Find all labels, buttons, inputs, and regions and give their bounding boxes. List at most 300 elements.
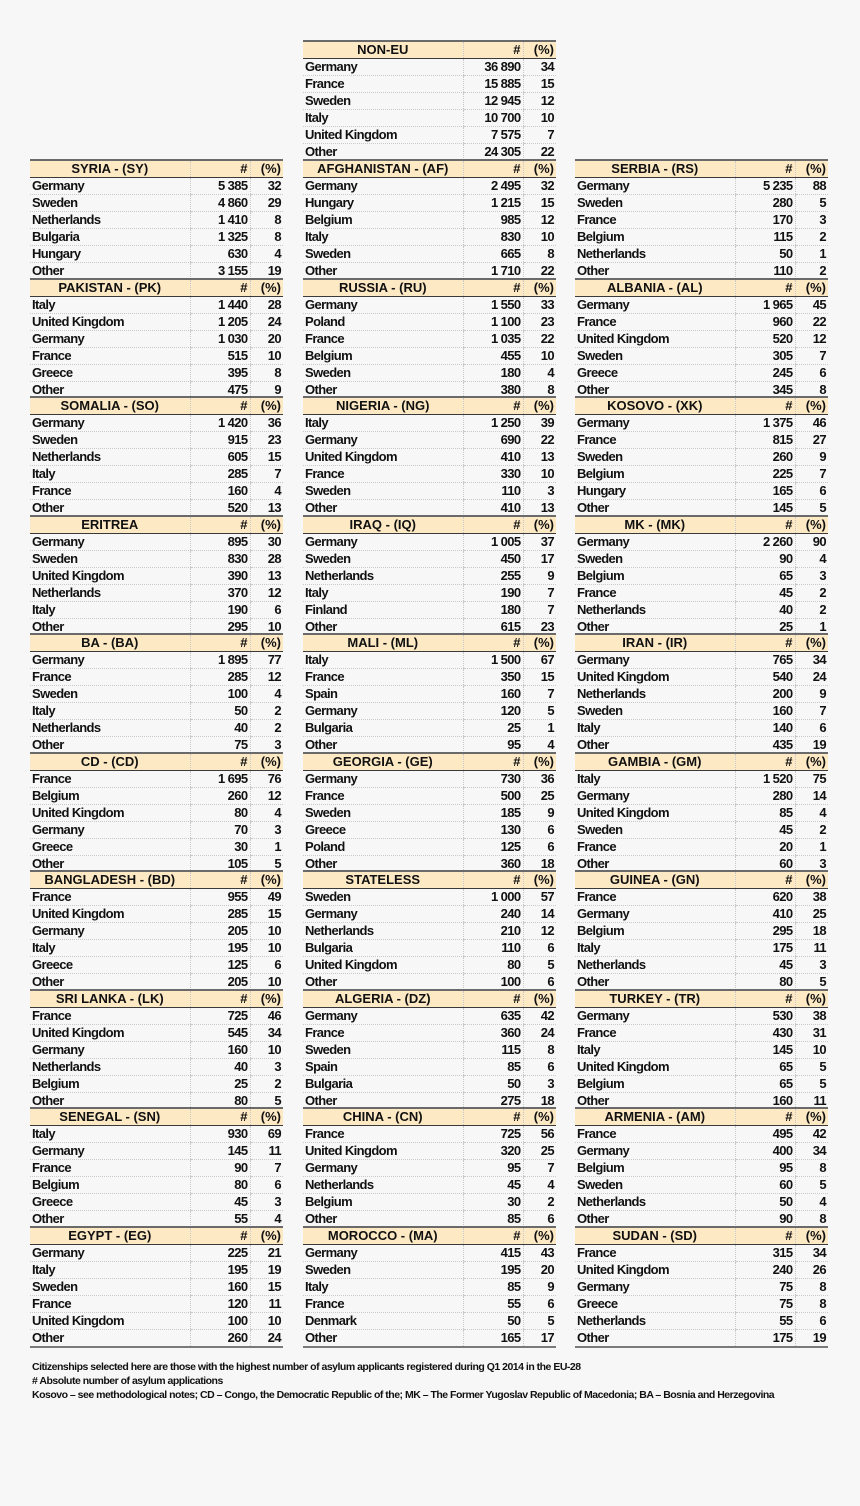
table-row (303, 483, 556, 500)
table-row (303, 923, 556, 940)
applicant-percent: 10 (523, 466, 556, 483)
applicant-count: 1 100 (463, 314, 523, 331)
applicant-count: 65 (735, 568, 795, 585)
applicant-percent: 10 (523, 348, 556, 365)
applicant-percent: 19 (250, 1262, 283, 1279)
applicant-percent: 6 (250, 957, 283, 974)
destination-country: Belgium (30, 788, 190, 805)
applicant-count: 2 260 (735, 534, 795, 551)
table-row (30, 1296, 283, 1313)
destination-country: Other (30, 500, 190, 518)
applicant-count: 1 440 (190, 297, 250, 314)
applicant-count: 120 (463, 703, 523, 720)
applicant-count: 540 (735, 669, 795, 686)
applicant-count: 145 (190, 1143, 250, 1160)
applicant-count: 90 (190, 1160, 250, 1177)
destination-country: Other (303, 500, 463, 518)
applicant-percent: 13 (250, 500, 283, 518)
destination-country: Spain (303, 1059, 463, 1076)
table-sri-lanka (30, 989, 283, 1111)
applicant-count: 725 (190, 1008, 250, 1025)
applicant-count: 1 410 (190, 212, 250, 229)
table-row (575, 822, 828, 839)
percent-header: (%) (795, 990, 828, 1008)
applicant-count: 50 (463, 1313, 523, 1330)
destination-country: Bulgaria (303, 720, 463, 737)
citizenship-title: SOMALIA - (SO) (30, 397, 190, 415)
table-row (303, 551, 556, 568)
applicant-percent: 8 (795, 1160, 828, 1177)
applicant-count: 360 (463, 856, 523, 874)
destination-country: Germany (30, 415, 190, 432)
table-header (30, 990, 283, 1008)
count-header: # (735, 516, 795, 534)
applicant-percent: 34 (795, 1143, 828, 1160)
applicant-percent: 9 (523, 1279, 556, 1296)
table-header (303, 990, 556, 1008)
applicant-count: 275 (463, 1093, 523, 1111)
table-sudan (575, 1226, 828, 1348)
citizenship-title: EGYPT - (EG) (30, 1227, 190, 1245)
table-turkey (575, 989, 828, 1111)
applicant-percent: 3 (795, 856, 828, 874)
table-row (575, 1313, 828, 1330)
table-row (30, 788, 283, 805)
table-header (575, 753, 828, 771)
applicant-count: 65 (735, 1076, 795, 1093)
applicant-percent: 15 (250, 1279, 283, 1296)
destination-country: Belgium (575, 568, 735, 585)
destination-country: Other (30, 974, 190, 992)
destination-country: Netherlands (303, 568, 463, 585)
table-row (575, 602, 828, 619)
destination-country: Bulgaria (30, 229, 190, 246)
table-serbia (575, 159, 828, 281)
count-header: # (463, 753, 523, 771)
applicant-count: 2 495 (463, 178, 523, 195)
applicant-percent: 6 (523, 1059, 556, 1076)
applicant-percent: 25 (523, 788, 556, 805)
destination-country: France (30, 889, 190, 906)
count-header: # (463, 397, 523, 415)
table-header (575, 279, 828, 297)
applicant-percent: 3 (250, 1194, 283, 1211)
destination-country: Italy (303, 110, 463, 127)
destination-country: Bulgaria (303, 940, 463, 957)
destination-country: France (303, 1126, 463, 1143)
destination-country: Germany (30, 178, 190, 195)
applicant-count: 730 (463, 771, 523, 788)
applicant-count: 615 (463, 619, 523, 637)
destination-country: Other (30, 856, 190, 874)
applicant-percent: 7 (523, 1160, 556, 1177)
destination-country: United Kingdom (30, 805, 190, 822)
table-pakistan (30, 278, 283, 400)
destination-country: Other (303, 144, 463, 162)
citizenship-title: NIGERIA - (NG) (303, 397, 463, 415)
destination-country: France (30, 669, 190, 686)
table-header (575, 160, 828, 178)
applicant-percent: 3 (250, 822, 283, 839)
table-header (303, 753, 556, 771)
destination-country: Poland (303, 314, 463, 331)
percent-header: (%) (795, 1108, 828, 1126)
table-row (575, 1025, 828, 1042)
destination-country: Other (575, 737, 735, 755)
applicant-count: 1 520 (735, 771, 795, 788)
table-row (575, 1194, 828, 1211)
applicant-percent: 2 (250, 720, 283, 737)
destination-country: France (575, 432, 735, 449)
table-row (303, 331, 556, 348)
destination-country: Germany (30, 534, 190, 551)
applicant-count: 495 (735, 1126, 795, 1143)
count-header: # (735, 990, 795, 1008)
citizenship-title: KOSOVO - (XK) (575, 397, 735, 415)
applicant-count: 415 (463, 1245, 523, 1262)
table-row (30, 686, 283, 703)
table-iraq (303, 515, 556, 637)
applicant-count: 85 (463, 1211, 523, 1229)
applicant-percent: 24 (250, 1330, 283, 1348)
applicant-percent: 42 (795, 1126, 828, 1143)
destination-country: Other (575, 382, 735, 400)
applicant-percent: 12 (523, 93, 556, 110)
applicant-count: 160 (190, 1042, 250, 1059)
destination-country: Germany (30, 923, 190, 940)
applicant-percent: 4 (250, 246, 283, 263)
applicant-percent: 11 (795, 1093, 828, 1111)
applicant-count: 515 (190, 348, 250, 365)
applicant-percent: 10 (523, 229, 556, 246)
count-header: # (463, 634, 523, 652)
applicant-percent: 24 (250, 314, 283, 331)
destination-country: Germany (303, 1245, 463, 1262)
table-row (575, 212, 828, 229)
citizenship-title: CHINA - (CN) (303, 1108, 463, 1126)
applicant-percent: 5 (523, 1313, 556, 1330)
applicant-percent: 3 (523, 483, 556, 500)
applicant-count: 395 (190, 365, 250, 382)
destination-country: Italy (30, 940, 190, 957)
applicant-count: 45 (735, 822, 795, 839)
destination-country: France (30, 1160, 190, 1177)
table-row (575, 365, 828, 382)
citizenship-title: STATELESS (303, 871, 463, 889)
applicant-count: 200 (735, 686, 795, 703)
table-row (575, 652, 828, 669)
table-afghanistan (303, 159, 556, 281)
applicant-percent: 4 (523, 365, 556, 382)
table-row (575, 1245, 828, 1262)
table-row (575, 449, 828, 466)
count-header: # (463, 990, 523, 1008)
table-row (303, 771, 556, 788)
destination-country: Netherlands (303, 1177, 463, 1194)
applicant-percent: 20 (523, 1262, 556, 1279)
table-row (303, 415, 556, 432)
applicant-count: 45 (735, 585, 795, 602)
applicant-percent: 2 (250, 1076, 283, 1093)
applicant-count: 295 (190, 619, 250, 637)
table-row (575, 1279, 828, 1296)
count-header: # (735, 753, 795, 771)
destination-country: Greece (303, 822, 463, 839)
table-row (303, 1330, 556, 1348)
applicant-count: 1 895 (190, 652, 250, 669)
table-row (30, 1025, 283, 1042)
table-header (575, 516, 828, 534)
footnote-selection: Citizenships selected here are those with the highest number of asylum applicants registered during Q1 2014 in the EU-28 (32, 1361, 581, 1373)
table-header (303, 397, 556, 415)
applicant-count: 24 305 (463, 144, 523, 162)
applicant-percent: 9 (523, 568, 556, 585)
applicant-count: 145 (735, 1042, 795, 1059)
percent-header: (%) (523, 516, 556, 534)
table-row (30, 822, 283, 839)
count-header: # (190, 397, 250, 415)
destination-country: Germany (30, 1143, 190, 1160)
table-armenia (575, 1107, 828, 1229)
table-row (30, 669, 283, 686)
table-row (303, 1042, 556, 1059)
table-row (303, 805, 556, 822)
destination-country: Germany (575, 1008, 735, 1025)
applicant-count: 125 (463, 839, 523, 856)
table-row (303, 534, 556, 551)
applicant-count: 205 (190, 974, 250, 992)
table-row (575, 1160, 828, 1177)
citizenship-title: MK - (MK) (575, 516, 735, 534)
applicant-percent: 6 (523, 1296, 556, 1313)
applicant-percent: 4 (250, 686, 283, 703)
count-header: # (190, 634, 250, 652)
table-row (30, 602, 283, 619)
destination-country: France (30, 483, 190, 500)
applicant-percent: 7 (795, 703, 828, 720)
applicant-percent: 22 (795, 314, 828, 331)
table-row (30, 1160, 283, 1177)
table-row (575, 551, 828, 568)
applicant-count: 160 (735, 1093, 795, 1111)
table-row (30, 1076, 283, 1093)
table-georgia (303, 752, 556, 874)
table-row (30, 652, 283, 669)
table-row (30, 534, 283, 551)
citizenship-title: NON-EU (303, 41, 463, 59)
destination-country: Sweden (303, 1262, 463, 1279)
applicant-percent: 5 (250, 1093, 283, 1111)
table-header (30, 279, 283, 297)
applicant-percent: 13 (250, 568, 283, 585)
applicant-count: 295 (735, 923, 795, 940)
applicant-percent: 56 (523, 1126, 556, 1143)
applicant-percent: 33 (523, 297, 556, 314)
applicant-count: 410 (463, 449, 523, 466)
destination-country: United Kingdom (303, 127, 463, 144)
applicant-count: 30 (190, 839, 250, 856)
destination-country: Sweden (303, 551, 463, 568)
citizenship-title: ARMENIA - (AM) (575, 1108, 735, 1126)
percent-header: (%) (523, 990, 556, 1008)
table-row (575, 348, 828, 365)
applicant-count: 80 (190, 805, 250, 822)
table-row (303, 93, 556, 110)
destination-country: France (575, 314, 735, 331)
applicant-percent: 15 (523, 76, 556, 93)
applicant-percent: 30 (250, 534, 283, 551)
citizenship-title: AFGHANISTAN - (AF) (303, 160, 463, 178)
destination-country: Sweden (303, 805, 463, 822)
applicant-percent: 12 (795, 331, 828, 348)
applicant-percent: 4 (795, 551, 828, 568)
citizenship-title: CD - (CD) (30, 753, 190, 771)
table-row (30, 585, 283, 602)
table-row (303, 246, 556, 263)
table-row (575, 788, 828, 805)
destination-country: Sweden (575, 551, 735, 568)
table-row (30, 771, 283, 788)
applicant-count: 500 (463, 788, 523, 805)
applicant-percent: 8 (523, 382, 556, 400)
citizenship-title: GAMBIA - (GM) (575, 753, 735, 771)
footnote-abbreviations: Kosovo – see methodological notes; CD – Congo, the Democratic Republic of the; MK – The Former Yugoslav Republic of Macedonia; BA – Bosnia and Herzegovina (32, 1389, 775, 1401)
destination-country: United Kingdom (575, 331, 735, 348)
applicant-count: 160 (190, 483, 250, 500)
applicant-count: 350 (463, 669, 523, 686)
table-row (303, 1194, 556, 1211)
table-row (575, 246, 828, 263)
applicant-percent: 31 (795, 1025, 828, 1042)
applicant-count: 1 375 (735, 415, 795, 432)
destination-country: Germany (575, 297, 735, 314)
percent-header: (%) (795, 397, 828, 415)
table-row (575, 331, 828, 348)
applicant-count: 620 (735, 889, 795, 906)
table-nigeria (303, 396, 556, 518)
applicant-percent: 8 (250, 229, 283, 246)
applicant-percent: 7 (250, 466, 283, 483)
table-row (575, 585, 828, 602)
applicant-count: 75 (735, 1296, 795, 1313)
applicant-percent: 6 (795, 720, 828, 737)
applicant-percent: 15 (523, 195, 556, 212)
percent-header: (%) (250, 160, 283, 178)
destination-country: Other (303, 382, 463, 400)
table-row (30, 720, 283, 737)
table-row (575, 229, 828, 246)
destination-country: Netherlands (575, 957, 735, 974)
table-row (575, 1143, 828, 1160)
applicant-percent: 22 (523, 331, 556, 348)
applicant-count: 30 (463, 1194, 523, 1211)
table-row (575, 771, 828, 788)
applicant-count: 80 (735, 974, 795, 992)
applicant-count: 80 (190, 1177, 250, 1194)
applicant-percent: 6 (795, 365, 828, 382)
percent-header: (%) (795, 516, 828, 534)
applicant-count: 690 (463, 432, 523, 449)
table-header (303, 1108, 556, 1126)
count-header: # (190, 871, 250, 889)
destination-country: Hungary (303, 195, 463, 212)
destination-country: France (575, 889, 735, 906)
table-row (303, 906, 556, 923)
destination-country: Germany (575, 906, 735, 923)
applicant-percent: 7 (523, 127, 556, 144)
count-header: # (190, 1227, 250, 1245)
table-row (575, 1296, 828, 1313)
applicant-percent: 22 (523, 263, 556, 281)
count-header: # (463, 516, 523, 534)
table-row (30, 314, 283, 331)
table-row (303, 76, 556, 93)
applicant-count: 95 (463, 737, 523, 755)
applicant-count: 115 (735, 229, 795, 246)
destination-country: Other (575, 856, 735, 874)
destination-country: France (30, 771, 190, 788)
applicant-percent: 21 (250, 1245, 283, 1262)
table-row (30, 957, 283, 974)
applicant-count: 665 (463, 246, 523, 263)
applicant-count: 195 (190, 940, 250, 957)
applicant-percent: 6 (795, 483, 828, 500)
destination-country: Netherlands (30, 1059, 190, 1076)
table-row (303, 839, 556, 856)
applicant-count: 45 (735, 957, 795, 974)
citizenship-title: BANGLADESH - (BD) (30, 871, 190, 889)
destination-country: Germany (303, 432, 463, 449)
applicant-count: 960 (735, 314, 795, 331)
applicant-count: 1 205 (190, 314, 250, 331)
applicant-count: 165 (735, 483, 795, 500)
applicant-count: 36 890 (463, 59, 523, 76)
percent-header: (%) (795, 753, 828, 771)
applicant-percent: 34 (523, 59, 556, 76)
applicant-count: 260 (190, 1330, 250, 1348)
destination-country: United Kingdom (303, 449, 463, 466)
applicant-count: 635 (463, 1008, 523, 1025)
applicant-percent: 3 (250, 1059, 283, 1076)
count-header: # (735, 1108, 795, 1126)
percent-header: (%) (250, 634, 283, 652)
footnotes (32, 1360, 832, 1402)
percent-header: (%) (250, 990, 283, 1008)
table-header (303, 871, 556, 889)
applicant-count: 1 420 (190, 415, 250, 432)
table-row (575, 314, 828, 331)
applicant-percent: 19 (250, 263, 283, 281)
table-row (30, 466, 283, 483)
applicant-count: 1 250 (463, 415, 523, 432)
applicant-count: 1 215 (463, 195, 523, 212)
citizenship-title: ALBANIA - (AL) (575, 279, 735, 297)
table-row (303, 720, 556, 737)
applicant-count: 20 (735, 839, 795, 856)
applicant-percent: 10 (250, 940, 283, 957)
table-row (30, 449, 283, 466)
applicant-count: 450 (463, 551, 523, 568)
table-row (30, 1008, 283, 1025)
table-albania (575, 278, 828, 400)
applicant-percent: 29 (250, 195, 283, 212)
applicant-count: 195 (463, 1262, 523, 1279)
applicant-count: 285 (190, 669, 250, 686)
table-senegal (30, 1107, 283, 1229)
table-header (30, 1227, 283, 1245)
destination-country: Sweden (575, 195, 735, 212)
applicant-count: 455 (463, 348, 523, 365)
